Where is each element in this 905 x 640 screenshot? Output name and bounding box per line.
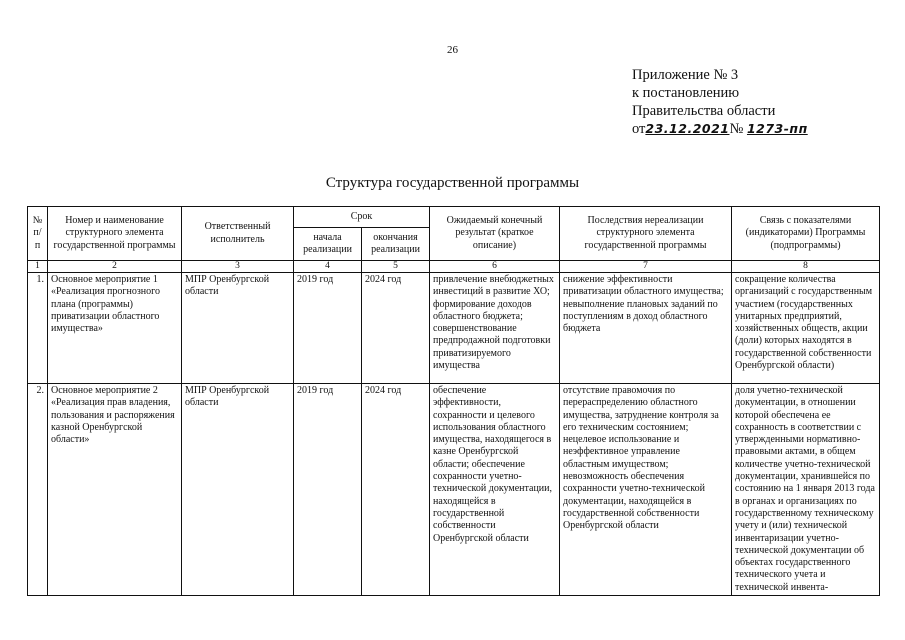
header-row	[28, 207, 880, 228]
appendix-date-line	[632, 120, 808, 138]
column-number: 1	[28, 261, 48, 273]
header-executor: Ответственный исполнитель	[182, 207, 294, 261]
row-indicators: доля учетно-технической документации, в отношении которой обеспечена ее сохранность в соответствии с утвержденными нормативно-правовыми актами, в общем количестве учетно-технической документации, хранившейся по состоянию на 1 января 2013 года в органах и организациях по государственному техническому учету и (или) технической инвентаризации учетно-технической документации об объектах государственного технического учета и технической инвента-	[732, 384, 880, 596]
row-number: 2.	[28, 384, 48, 596]
table-row	[28, 273, 880, 384]
column-number: 4	[294, 261, 362, 273]
appendix-line-2: к постановлению	[632, 85, 740, 101]
column-number: 8	[732, 261, 880, 273]
row-end: 2024 год	[362, 273, 430, 384]
header-start: начала реализации	[294, 228, 362, 261]
document-title: Структура государственной программы	[325, 175, 580, 191]
header-result: Ожидаемый конечный результат (краткое описание)	[430, 207, 560, 261]
appendix-number-prefix: №	[729, 121, 744, 137]
program-structure-table	[27, 206, 880, 596]
column-number: 3	[182, 261, 294, 273]
row-start: 2019 год	[294, 273, 362, 384]
page-number: 26	[447, 44, 458, 56]
column-number: 7	[560, 261, 732, 273]
column-number: 5	[362, 261, 430, 273]
row-indicators: сокращение количества организаций с государственным участием (государственных унитарных предприятий, хозяйственных обществ, акции (доли) которых находятся в государственной собственности Оренбургской области)	[732, 273, 880, 384]
header-end: окончания реализации	[362, 228, 430, 261]
row-result: обеспечение эффективности, сохранности и целевого использования областного имущества, находящегося в казне Оренбургской области; обеспечение сохранности учетно-технической документации, находящейся в государственной собственности Оренбургской области	[430, 384, 560, 596]
header-element: Номер и наименование структурного элемента государственной программы	[48, 207, 182, 261]
row-result: привлечение внебюджетных инвестиций в развитие ХО; формирование доходов областного бюджета; совершенствование предпродажной подготовки приватизируемого имущества	[430, 273, 560, 384]
appendix-block	[632, 66, 808, 138]
appendix-number: 1273-пп	[746, 121, 808, 136]
row-executor: МПР Оренбургской области	[182, 384, 294, 596]
row-executor: МПР Оренбургской области	[182, 273, 294, 384]
row-element: Основное мероприятие 1 «Реализация прогнозного плана (программы) приватизации областного имущества»	[48, 273, 182, 384]
row-number: 1.	[28, 273, 48, 384]
header-consequences: Последствия нереализации структурного элемента государственной программы	[560, 207, 732, 261]
appendix-date: 23.12.2021	[645, 121, 730, 136]
appendix-line-1: Приложение № 3	[632, 67, 739, 83]
column-numbers-row	[28, 261, 880, 273]
column-number: 2	[48, 261, 182, 273]
row-consequences: отсутствие правомочия по перераспределению областного имущества, затруднение контроля за его техническим состоянием; нецелевое использование и неэффективное управление областным имуществом; невозможность обеспечения сохранности учетно-технической документации, находящейся в государственной собственности Оренбургской области	[560, 384, 732, 596]
header-indicators: Связь с показателями (индикаторами) Программы (подпрограммы)	[732, 207, 880, 261]
row-consequences: снижение эффективности приватизации областного имущества; невыполнение плановых заданий по поступлениям в доход областного бюджета	[560, 273, 732, 384]
appendix-line-3: Правительства области	[632, 103, 776, 119]
table-row	[28, 384, 880, 596]
header-term: Срок	[294, 207, 430, 228]
row-end: 2024 год	[362, 384, 430, 596]
column-number: 6	[430, 261, 560, 273]
row-element: Основное мероприятие 2 «Реализация прав владения, пользования и распоряжения казной Оренбургской области»	[48, 384, 182, 596]
appendix-from-prefix: от	[632, 121, 646, 137]
header-num: № п/п	[28, 207, 48, 261]
row-start: 2019 год	[294, 384, 362, 596]
